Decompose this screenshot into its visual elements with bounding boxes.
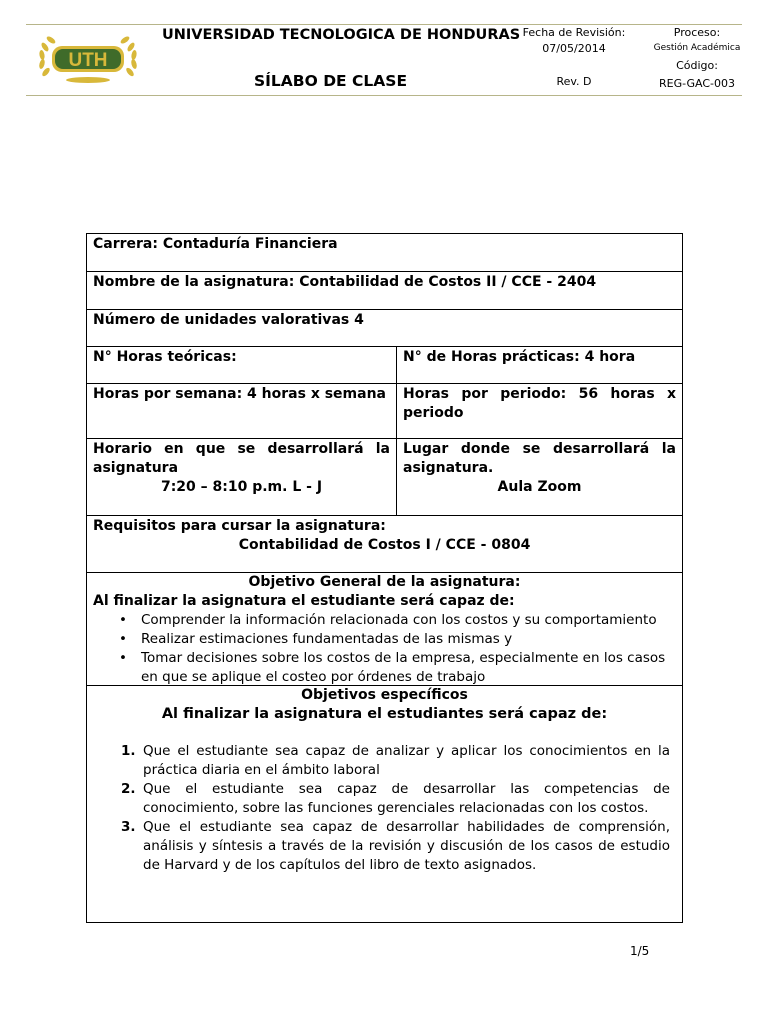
code-value: REG-GAC-003: [659, 77, 735, 90]
list-item: [121, 818, 670, 875]
objetivo-general-list: [93, 611, 676, 687]
revision-code: Rev. D: [556, 75, 592, 88]
row-horas-semana: [87, 384, 682, 439]
row-horas: [87, 347, 682, 384]
row-asignatura: [87, 272, 682, 310]
objetivos-especificos-list: [93, 742, 676, 875]
list-item: • Realizar estimaciones fundamentadas de las mismas y: [141, 630, 676, 649]
requisitos-label: Requisitos para cursar la asignatura:: [93, 518, 386, 534]
requisitos-value: Contabilidad de Costos I / CCE - 0804: [238, 537, 531, 553]
row-unidades: [87, 310, 682, 347]
syllabus-table: [86, 233, 683, 923]
objetivo-general-intro: Al finalizar la asignatura el estudiante será capaz de:: [93, 593, 515, 609]
unidades-text: Número de unidades valorativas 4: [93, 312, 364, 328]
document-title: SÍLABO DE CLASE: [254, 72, 408, 90]
list-item: [121, 780, 670, 818]
objetivos-especificos-cell: [87, 686, 682, 922]
item-number: 1.: [121, 743, 136, 759]
horas-teoricas-text: N° Horas teóricas:: [87, 347, 397, 383]
header-top-rule: [26, 24, 742, 25]
horas-practicas-text: N° de Horas prácticas: 4 hora: [403, 349, 636, 365]
asignatura-text: Nombre de la asignatura: Contabilidad de Costos II / CCE - 2404: [93, 274, 597, 290]
university-logo: [32, 28, 144, 88]
item-text: Que el estudiante sea capaz de analizar y aplicar los conocimientos en la práctica diaria en el ámbito laboral: [143, 743, 670, 778]
objetivo-general-cell: [87, 573, 682, 685]
horario-value: 7:20 – 8:10 p.m. L - J: [160, 479, 323, 495]
header-bottom-rule: [26, 95, 742, 96]
carrera-text: Carrera: Contaduría Financiera: [93, 236, 338, 252]
horario-cell: [87, 439, 397, 515]
code-label: Código:: [676, 59, 718, 72]
process-label: Proceso:: [673, 26, 721, 39]
list-item: • Tomar decisiones sobre los costos de la empresa, especialmente en los casos en que se aplique el costeo por órdenes de trabajo: [141, 649, 676, 687]
objetivos-especificos-intro: Al finalizar la asignatura el estudiantes será capaz de:: [161, 706, 608, 722]
row-objetivo-general: [87, 573, 682, 686]
item-text: Que el estudiante sea capaz de desarrollar las competencias de conocimiento, sobre las funciones gerenciales relacionadas con los costos.: [143, 781, 670, 816]
horario-label: Horario en que se desarrollará la asignatura: [93, 441, 390, 476]
svg-text:UTH: UTH: [68, 50, 108, 71]
list-item: • Comprender la información relacionada con los costos y su comportamiento: [141, 611, 676, 630]
university-name: UNIVERSIDAD TECNOLOGICA DE HONDURAS: [162, 27, 521, 43]
horas-semana-text: Horas por semana: 4 horas x semana: [87, 384, 397, 438]
page-number: 1/5: [630, 944, 650, 958]
lugar-cell: [397, 439, 682, 515]
row-objetivos-especificos: [87, 686, 682, 922]
objetivos-especificos-title: Objetivos específicos: [301, 687, 468, 703]
item-number: 2.: [121, 781, 136, 797]
row-horario: [87, 439, 682, 516]
lugar-value: Aula Zoom: [497, 479, 582, 495]
item-number: 3.: [121, 819, 136, 835]
row-requisitos: [87, 516, 682, 573]
process-value: Gestión Académica: [653, 43, 741, 53]
objetivo-general-title: Objetivo General de la asignatura:: [248, 574, 521, 590]
lugar-label: Lugar donde se desarrollará la asignatura.: [403, 441, 676, 476]
revision-date-label: Fecha de Revisión:: [522, 26, 626, 39]
row-carrera: [87, 234, 682, 272]
item-text: Que el estudiante sea capaz de desarrollar habilidades de comprensión, análisis y síntesis a través de la revisión y discusión de los casos de estudio de Harvard y de los capítulos del libro de texto asignados.: [143, 819, 670, 873]
horas-periodo-text: Horas por periodo: 56 horas x periodo: [403, 386, 676, 421]
revision-date-value: 07/05/2014: [542, 42, 606, 55]
requisitos-cell: [87, 516, 682, 572]
list-item: [121, 742, 670, 780]
